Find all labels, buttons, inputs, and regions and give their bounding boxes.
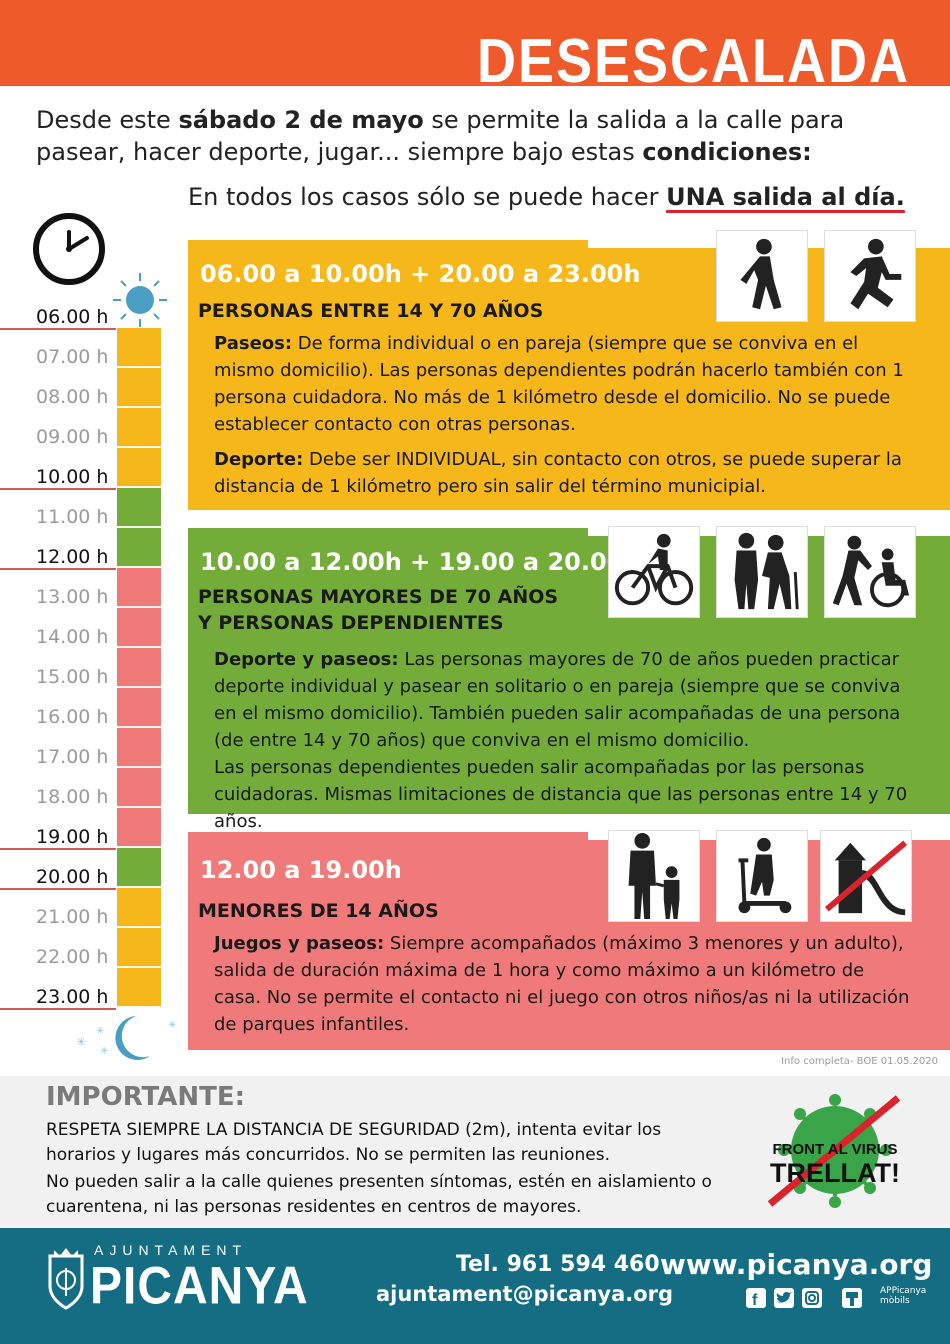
intro-mid: se permite la salida a la calle para pasear, hacer deporte, jugar... siempre bajo estas (36, 106, 845, 166)
important-title: IMPORTANTE: (46, 1082, 246, 1112)
panel-time: 10.00 a 12.00h + 19.00 a 20.00h (200, 548, 641, 576)
hour-label: 16.00 h (36, 706, 109, 728)
intro-date: sábado 2 de mayo (178, 106, 424, 134)
panel-notch (188, 528, 588, 536)
svg-text:✳: ✳ (100, 1046, 109, 1057)
hour-label: 11.00 h (36, 506, 109, 528)
panel-heading: PERSONAS ENTRE 14 Y 70 AÑOS (198, 300, 544, 322)
cyclist-icon (608, 526, 700, 618)
hour-label: 21.00 h (36, 906, 109, 928)
panel-body-2 (214, 446, 914, 500)
once-a-day-note (188, 183, 905, 211)
phone-number: Tel. 961 594 460 (456, 1252, 660, 1277)
logo-ajuntament: AJUNTAMENT (94, 1242, 248, 1258)
panel-heading-2: Y PERSONAS DEPENDIENTES (198, 612, 504, 634)
deporte-paseos-text: Las personas mayores de 70 de años pueden practicar deporte individual y pasear en solitario o en pareja (siempre que se conviva en el mismo domicilio). También pueden salir acompañadas de una persona (de entre 14 y 70 años) que conviva en el mismo domicilio. (214, 649, 901, 751)
juegos-text: Siempre acompañados (máximo 3 menores y un adulto), salida de duración máxima de 1 hora y como máximo a un kilómetro de casa. No se permite el contacto ni el juego con otros niños/as ni la utilización de parques infantiles. (214, 933, 910, 1035)
no-playground-icon (820, 830, 912, 922)
info-source: Info completa- BOE 01.05.2020 (781, 1056, 938, 1067)
svg-text:✳: ✳ (96, 1026, 105, 1037)
hour-marker-line (0, 568, 116, 570)
hour-marker-line (0, 488, 116, 490)
child-scooter-icon (716, 830, 808, 922)
adult-child-icon (608, 830, 700, 922)
svg-text:f: f (752, 1292, 758, 1309)
once-bold: UNA salida al día. (666, 183, 905, 211)
hour-label: 17.00 h (36, 746, 109, 768)
panel-body (214, 646, 914, 754)
website-link[interactable]: www.picanya.org (660, 1248, 933, 1281)
panel-time: 12.00 a 19.00h (200, 856, 402, 884)
moon-icon (74, 1012, 184, 1062)
hour-label: 07.00 h (36, 346, 109, 368)
footer (0, 1228, 950, 1344)
deporte-paseos-label: Deporte y paseos: (214, 649, 399, 670)
hour-label: 06.00 h (36, 306, 109, 328)
juegos-label: Juegos y paseos: (214, 933, 385, 954)
app-label (880, 1286, 926, 1306)
hour-label: 08.00 h (36, 386, 109, 408)
important-text (46, 1118, 736, 1222)
deporte-label: Deporte: (214, 449, 304, 470)
wheelchair-helper-icon (824, 526, 916, 618)
walking-person-icon (716, 230, 808, 322)
panel-time: 06.00 a 10.00h + 20.00 a 23.00h (200, 260, 641, 288)
hour-label: 09.00 h (36, 426, 109, 448)
virus-line1: FRONT AL VIRUS (772, 1141, 898, 1158)
hour-label: 19.00 h (36, 826, 109, 848)
hour-label: 13.00 h (36, 586, 109, 608)
svg-text:✳: ✳ (76, 1035, 87, 1049)
important-p1: RESPETA SIEMPRE LA DISTANCIA DE SEGURIDAD (2m), intenta evitar los horarios y lugares más concurridos. No se permiten las reuniones. (46, 1120, 662, 1165)
logo-picanya: PICANYA (90, 1257, 309, 1316)
hour-label: 18.00 h (36, 786, 109, 808)
hour-label: 15.00 h (36, 666, 109, 688)
hour-label: 23.00 h (36, 986, 109, 1008)
email-link[interactable]: ajuntament@picanya.org (376, 1282, 674, 1306)
hour-marker-line (0, 888, 116, 890)
intro-text (36, 104, 936, 168)
panel-body (214, 330, 914, 438)
paseos-label: Paseos: (214, 333, 293, 354)
clock-icon (32, 212, 106, 286)
panel-notch (188, 240, 588, 248)
panel-body-2: Las personas dependientes pueden salir acompañadas por las personas cuidadoras. Mismas limitaciones de distancia que las personas entre 14 y 70 años. (214, 757, 908, 832)
intro-conditions: condiciones: (642, 138, 812, 166)
hour-label: 10.00 h (36, 466, 109, 488)
hour-marker-line (0, 328, 116, 330)
deporte-text: Debe ser INDIVIDUAL, sin contacto con otros, se puede superar la distancia de 1 kilómetro pero sin salir del término municipial. (214, 449, 902, 497)
intro-pre: Desde este (36, 106, 179, 134)
virus-line2: TRELLAT! (770, 1158, 900, 1188)
hour-label: 20.00 h (36, 866, 109, 888)
hour-label: 14.00 h (36, 626, 109, 648)
panel-notch (188, 832, 588, 840)
app-line1: APPicanya (880, 1286, 927, 1296)
panel-heading: MENORES DE 14 AÑOS (198, 900, 439, 922)
virus-logo-icon (760, 1092, 910, 1210)
elderly-couple-icon (716, 526, 808, 618)
social-icons (746, 1286, 864, 1310)
important-p2: No pueden salir a la calle quienes presenten síntomas, estén en aislamiento o cuarentena, ni las personas residentes en centros de mayores. (46, 1172, 712, 1217)
important-section (0, 1076, 950, 1228)
panel-heading: PERSONAS MAYORES DE 70 AÑOS (198, 586, 559, 608)
hour-marker-line (0, 1008, 116, 1010)
app-line2: mòbils (880, 1296, 910, 1306)
running-person-icon (824, 230, 916, 322)
coat-of-arms-icon (44, 1246, 88, 1312)
hour-label: 12.00 h (36, 546, 109, 568)
page-title: DESESCALADA (476, 26, 910, 96)
svg-text:✳: ✳ (168, 1020, 177, 1031)
once-pre: En todos los casos sólo se puede hacer (188, 183, 667, 211)
hour-marker-line (0, 848, 116, 850)
paseos-text: De forma individual o en pareja (siempre que se conviva en el mismo domicilio). Las personas dependientes podrán hacerlo también con 1 persona cuidadora. No más de 1 kilómetro desde el domicilio. No se puede establecer contacto con otras personas. (214, 333, 904, 435)
hour-label: 22.00 h (36, 946, 109, 968)
panel-body (214, 930, 914, 1038)
